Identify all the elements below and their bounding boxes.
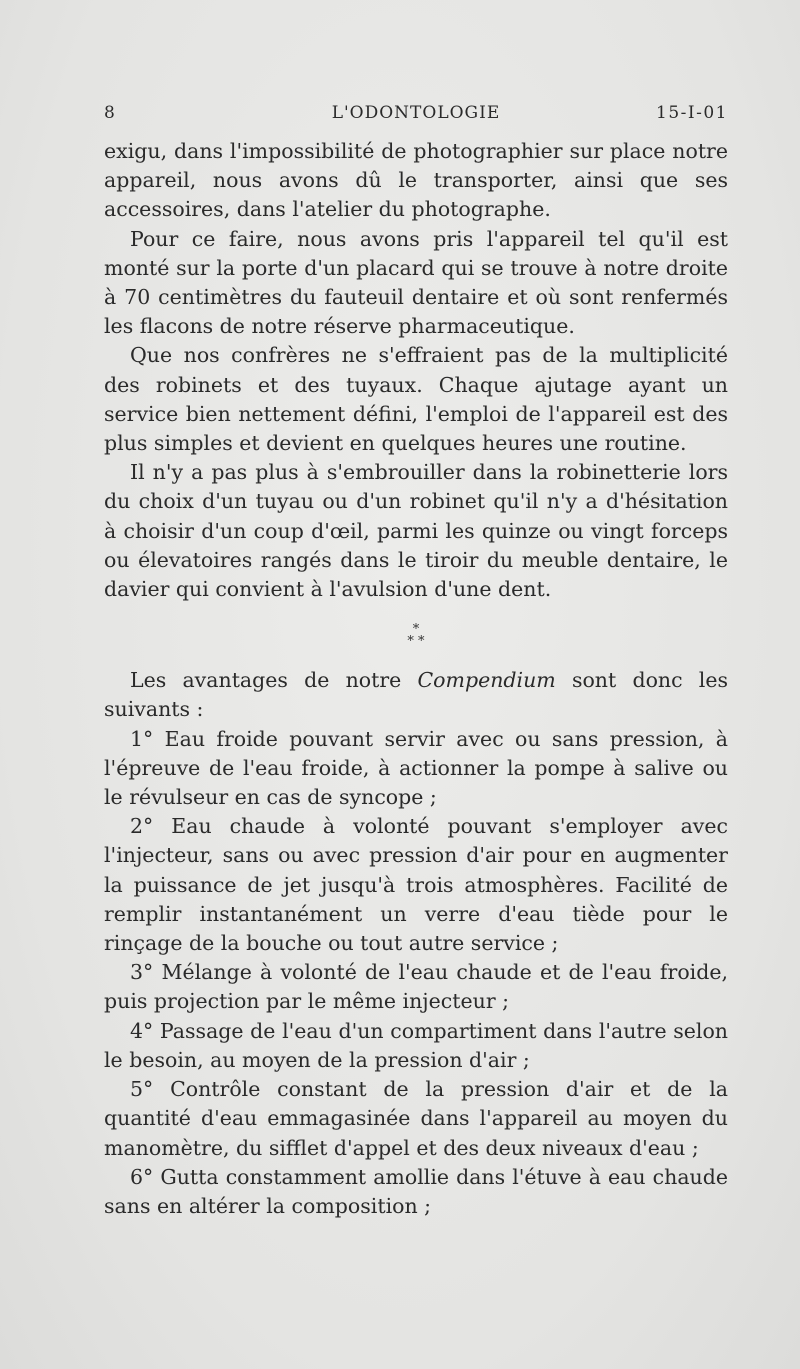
list-item: 1° Eau froide pouvant servir avec ou sans pression, à l'épreuve de l'eau froide, à actionner la pompe à salive ou le révulseur en cas de syncope ; (104, 726, 728, 810)
page-body (104, 137, 728, 1221)
paragraph: Que nos confrères ne s'effraient pas de la multiplicité des robinets et des tuyaux. Chaque ajutage ayant un service bien nettement défini, l'emploi de l'appareil est des plus simples et devient en quelques heures une routine. (104, 343, 728, 456)
paragraph: Pour ce faire, nous avons pris l'appareil tel qu'il est monté sur la porte d'un placard qui se trouve à notre droite à 70 centimètres du fauteuil dentaire et où sont renfermés les flacons de notre réserve pharmaceutique. (104, 226, 728, 339)
page-number: 8 (104, 103, 116, 123)
issue-date: 15-I-01 (656, 103, 728, 123)
intro-text-after: sont donc les suivants : (104, 668, 729, 722)
list-item: 2° Eau chaude à volonté pouvant s'employer avec l'injecteur, sans ou avec pression d'air pour en augmenter la puissance de jet jusqu'à trois atmosphères. Facilité de remplir instantanément un verre d'eau tiède pour le rinçage de la bouche ou tout autre service ; (104, 814, 728, 956)
section-asterism (104, 624, 728, 648)
paragraph-continued: exigu, dans l'impossibilité de photographier sur place notre appareil, nous avons dû le transporter, ainsi que ses accessoires, dans l'atelier du photographe. (104, 139, 728, 222)
running-title: L'ODONTOLOGIE (331, 103, 501, 123)
intro-text-before: Les avantages de notre (130, 668, 418, 693)
list-item: 5° Contrôle constant de la pression d'air et de la quantité d'eau emmagasinée dans l'appareil au moyen du manomètre, du sifflet d'appel et des deux niveaux d'eau ; (104, 1077, 728, 1160)
list-item: 6° Gutta constamment amollie dans l'étuve à eau chaude sans en altérer la composition ; (104, 1164, 728, 1218)
compendium-title: Compendium (417, 668, 556, 693)
list-item: 3° Mélange à volonté de l'eau chaude et de l'eau froide, puis projection par le même injecteur ; (104, 960, 728, 1014)
asterism-bottom: * * (407, 634, 425, 650)
asterism-top: * (412, 622, 420, 638)
running-header (104, 103, 728, 129)
paragraph: Il n'y a pas plus à s'embrouiller dans la robinetterie lors du choix d'un tuyau ou d'un robinet qu'il n'y a d'hésitation à choisir d'un coup d'œil, parmi les quinze ou vingt forceps ou élevatoires rangés dans le tiroir du meuble dentaire, le davier qui convient à l'avulsion d'une dent. (104, 460, 728, 602)
list-item: 4° Passage de l'eau d'un compartiment dans l'autre selon le besoin, au moyen de la pression d'air ; (104, 1018, 728, 1072)
list-intro-paragraph (104, 666, 728, 724)
